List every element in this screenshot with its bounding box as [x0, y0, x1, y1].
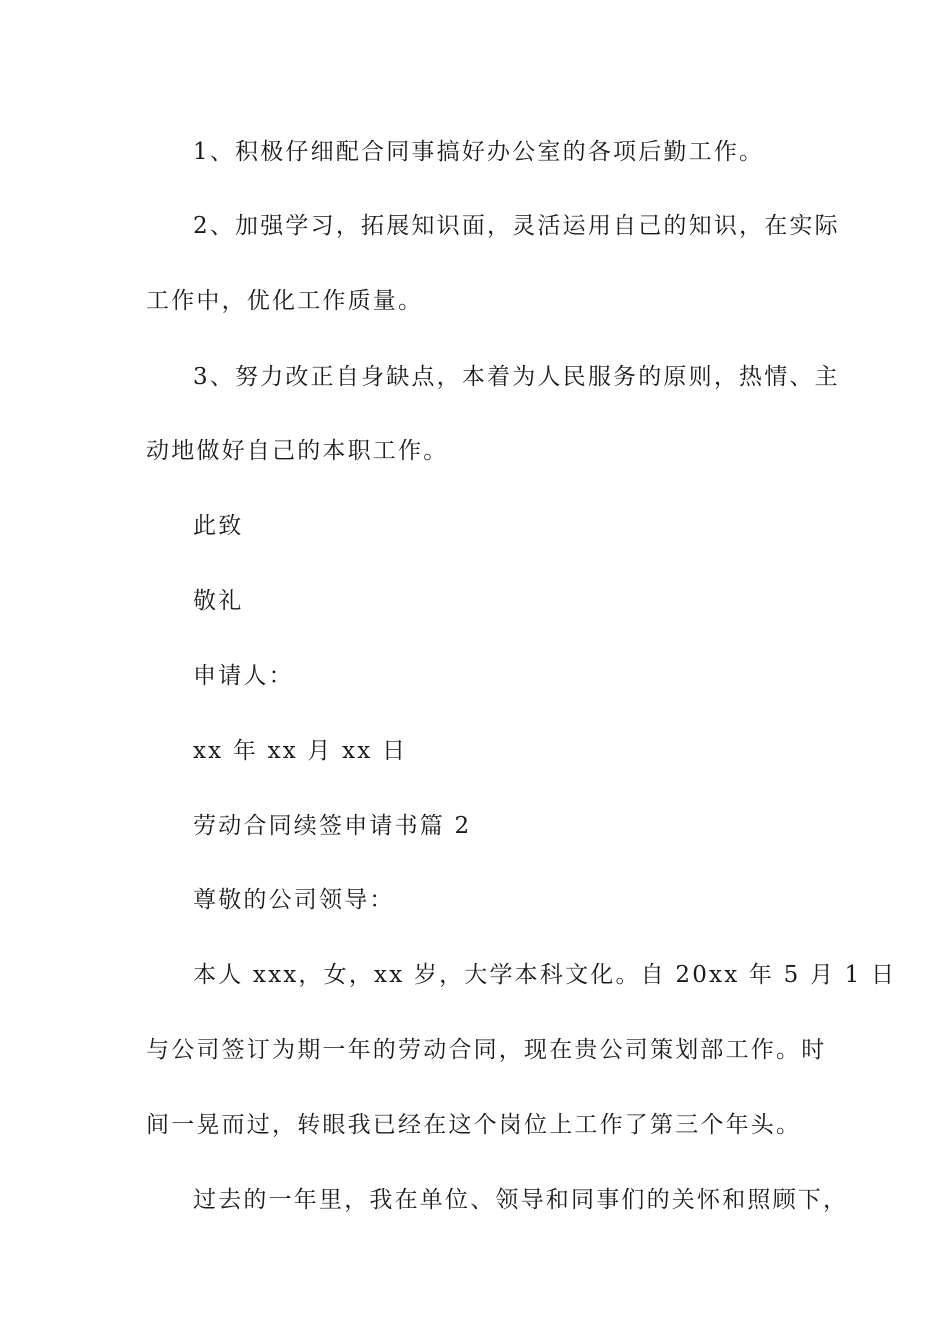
list-item-1: 1、积极仔细配合同事搞好办公室的各项后勤工作。: [193, 139, 765, 165]
list-item-3-continued: 动地做好自己的本职工作。: [146, 438, 449, 464]
closing-regards: 敬礼: [193, 588, 244, 614]
list-item-2-continued: 工作中，优化工作质量。: [146, 288, 424, 314]
list-item-2: 2、加强学习，拓展知识面，灵活运用自己的知识，在实际: [193, 213, 840, 239]
greeting: 尊敬的公司领导：: [193, 887, 395, 913]
paragraph-line: 间一晃而过，转眼我已经在这个岗位上工作了第三个年头。: [146, 1112, 802, 1138]
applicant-label: 申请人：: [193, 663, 294, 689]
date-line: xx 年 xx 月 xx 日: [193, 738, 408, 764]
list-item-3: 3、努力改正自身缺点，本着为人民服务的原则，热情、主: [193, 364, 840, 390]
closing-salutation: 此致: [193, 513, 244, 539]
paragraph-line: 本人 xxx，女，xx 岁，大学本科文化。自 20xx 年 5 月 1 日: [193, 962, 897, 988]
paragraph-line: 与公司签订为期一年的劳动合同，现在贵公司策划部工作。时: [146, 1037, 827, 1063]
paragraph-line: 过去的一年里，我在单位、领导和同事们的关怀和照顾下，: [193, 1187, 849, 1213]
section-title: 劳动合同续签申请书篇 2: [193, 813, 472, 839]
